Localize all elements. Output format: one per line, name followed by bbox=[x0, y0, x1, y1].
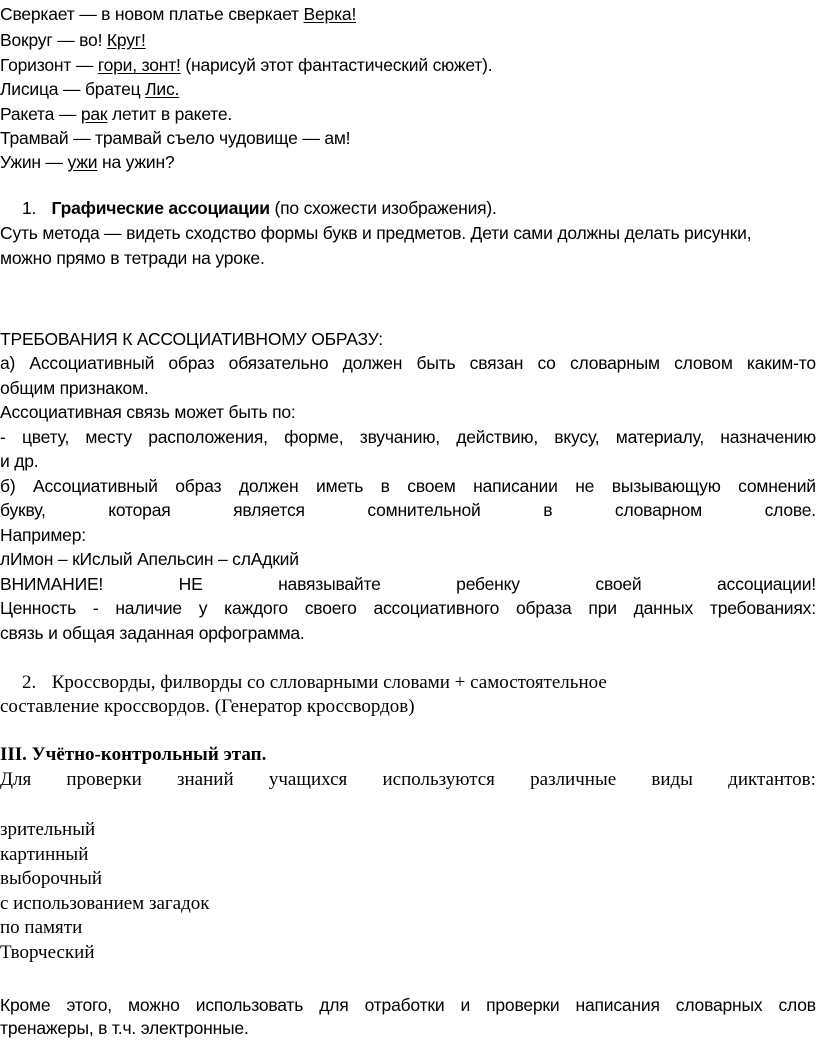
word: при bbox=[588, 598, 617, 618]
rhyme-text-tail: (нарисуй этот фантастический сюжет). bbox=[180, 55, 493, 75]
section1-heading bbox=[0, 196, 816, 220]
word: должен bbox=[342, 353, 403, 373]
word: действию, bbox=[456, 427, 538, 447]
requirements-b-line1 bbox=[0, 474, 816, 498]
word: каким-то bbox=[746, 353, 816, 373]
word: учащихся bbox=[268, 769, 348, 790]
word: которая bbox=[108, 500, 171, 520]
rhyme-line bbox=[0, 102, 816, 126]
word: проверки bbox=[486, 995, 560, 1015]
word: знаний bbox=[177, 769, 234, 790]
word: букву, bbox=[0, 500, 46, 520]
rhyme-underlined-word: Верка! bbox=[303, 4, 357, 24]
word: словарным bbox=[569, 353, 660, 373]
word: материалу, bbox=[615, 427, 704, 447]
word: ребенку bbox=[456, 574, 520, 594]
section1-line1: Суть метода — видеть сходство формы букв и предметов. Дети сами должны делать рисунки, bbox=[0, 223, 752, 243]
dictation-type-item: зрительный bbox=[0, 819, 96, 840]
word: не bbox=[575, 476, 595, 496]
word: НЕ bbox=[178, 574, 203, 594]
word: проверки bbox=[66, 769, 142, 790]
section1-line2: можно прямо в тетради на уроке. bbox=[0, 248, 265, 268]
word: своей bbox=[595, 574, 642, 594]
word: написании bbox=[473, 476, 558, 496]
word: в bbox=[543, 500, 553, 520]
word: отработки bbox=[364, 995, 445, 1015]
rhyme-text: Ужин — bbox=[0, 152, 68, 172]
section2-number: 2. bbox=[22, 672, 37, 693]
word: является bbox=[233, 500, 305, 520]
word: со bbox=[537, 353, 556, 373]
dictation-type-item: картинный bbox=[0, 844, 89, 865]
word: Ассоциативный bbox=[29, 353, 155, 373]
word: - bbox=[92, 598, 99, 618]
section1-title: Графические ассоциации bbox=[51, 198, 270, 218]
word: виды bbox=[651, 769, 693, 790]
word: требованиях: bbox=[709, 598, 816, 618]
rhyme-text-tail: летит в ракете. bbox=[107, 104, 233, 124]
word: Для bbox=[0, 769, 32, 790]
word: звучанию, bbox=[359, 427, 440, 447]
requirements-b-line2 bbox=[0, 498, 816, 522]
closing-line2: тренажеры, в т.ч. электронные. bbox=[0, 1018, 249, 1038]
rhyme-text: Ракета — bbox=[0, 104, 81, 124]
example-text: лИмон – кИслый Апельсин – слАдкий bbox=[0, 549, 299, 569]
word: навязывайте bbox=[278, 574, 381, 594]
rhyme-line bbox=[0, 126, 816, 150]
word: словарных bbox=[675, 995, 763, 1015]
rhyme-line bbox=[0, 28, 816, 52]
word: цвету, bbox=[21, 427, 70, 447]
word: ассоциации! bbox=[717, 574, 816, 594]
word: слове. bbox=[764, 500, 816, 520]
word: каждого bbox=[224, 598, 288, 618]
value-line2: связь и общая заданная орфограмма. bbox=[0, 623, 305, 643]
rhyme-underlined-word: гори, зонт! bbox=[97, 55, 181, 75]
requirements-a-line2: общим признаком. bbox=[0, 378, 149, 398]
word: Ассоциативный bbox=[32, 476, 158, 496]
word: и bbox=[460, 995, 471, 1015]
dictation-type-item: Творческий bbox=[0, 942, 95, 963]
rhyme-underlined-word: ужи bbox=[67, 152, 98, 172]
word: иметь bbox=[316, 476, 364, 496]
word: должен bbox=[238, 476, 299, 496]
requirements-list-line1 bbox=[0, 425, 816, 449]
section1-title-rest: (по схожести изображения). bbox=[269, 198, 497, 218]
rhyme-line bbox=[0, 2, 816, 26]
word: вызывающую bbox=[611, 476, 721, 496]
requirements-heading: ТРЕБОВАНИЯ К АССОЦИАТИВНОМУ ОБРАЗУ: bbox=[0, 329, 383, 349]
requirements-a-line1 bbox=[0, 351, 816, 375]
word: написания bbox=[575, 995, 660, 1015]
dictation-type-item: по памяти bbox=[0, 917, 83, 938]
closing-line1 bbox=[0, 993, 816, 1017]
value-line1 bbox=[0, 596, 816, 620]
rhyme-text: Вокруг — во! bbox=[0, 30, 107, 50]
word: б) bbox=[0, 476, 16, 496]
requirements-link-label: Ассоциативная связь может быть по: bbox=[0, 402, 296, 422]
rhyme-text: Трамвай — трамвай съело чудовище — ам! bbox=[0, 128, 351, 148]
word: назначению bbox=[720, 427, 816, 447]
dictation-type-item: с использованием загадок bbox=[0, 893, 210, 914]
section2-line1 bbox=[0, 671, 816, 695]
word: наличие bbox=[115, 598, 182, 618]
word: расположения, bbox=[148, 427, 268, 447]
word: своем bbox=[407, 476, 456, 496]
word: связан bbox=[469, 353, 524, 373]
word: - bbox=[0, 427, 6, 447]
rhyme-underlined-word: Лис. bbox=[145, 79, 180, 99]
attention-line bbox=[0, 572, 816, 596]
word: Кроме bbox=[0, 995, 51, 1015]
word: словом bbox=[674, 353, 733, 373]
word: вкусу, bbox=[554, 427, 600, 447]
rhyme-underlined-word: рак bbox=[80, 104, 108, 124]
section1-number: 1. bbox=[22, 198, 37, 218]
rhyme-line bbox=[0, 77, 816, 101]
word: форме, bbox=[284, 427, 344, 447]
word: этого, bbox=[66, 995, 112, 1015]
section3-intro bbox=[0, 768, 816, 792]
rhyme-text-tail: на ужин? bbox=[97, 152, 175, 172]
example-label: Например: bbox=[0, 525, 86, 545]
section3-title: III. Учётно-контрольный этап. bbox=[0, 744, 267, 765]
word: словарном bbox=[614, 500, 702, 520]
word: диктантов: bbox=[728, 769, 816, 790]
requirements-list-line2: и др. bbox=[0, 451, 39, 471]
word: обязательно bbox=[228, 353, 329, 373]
word: быть bbox=[416, 353, 456, 373]
word: образ bbox=[168, 353, 215, 373]
word: слов bbox=[778, 995, 816, 1015]
section2-text: Кроссворды, филворды со слловарными словами + самостоятельное bbox=[51, 672, 607, 693]
word: в bbox=[380, 476, 390, 496]
word: образа bbox=[516, 598, 572, 618]
rhyme-text: Горизонт — bbox=[0, 55, 98, 75]
section2-line2: составление кроссвордов. (Генератор кроссвордов) bbox=[0, 696, 415, 717]
word: используются bbox=[382, 769, 495, 790]
word: месту bbox=[85, 427, 132, 447]
word: можно bbox=[128, 995, 180, 1015]
word: Ценность bbox=[0, 598, 77, 618]
word: ассоциативного bbox=[373, 598, 500, 618]
rhyme-text: Сверкает — в новом платье сверкает bbox=[0, 4, 304, 24]
word: а) bbox=[0, 353, 16, 373]
word: образ bbox=[175, 476, 222, 496]
rhyme-underlined-word: Круг! bbox=[106, 30, 146, 50]
word: данных bbox=[633, 598, 694, 618]
word: для bbox=[319, 995, 349, 1015]
word: сомнительной bbox=[367, 500, 481, 520]
word: своего bbox=[304, 598, 357, 618]
word: различные bbox=[530, 769, 617, 790]
word: использовать bbox=[195, 995, 304, 1015]
rhyme-line bbox=[0, 53, 816, 77]
word: у bbox=[198, 598, 208, 618]
rhyme-line bbox=[0, 150, 816, 174]
rhyme-text: Лисица — братец bbox=[0, 79, 146, 99]
dictation-type-item: выборочный bbox=[0, 868, 103, 889]
word: сомнений bbox=[738, 476, 816, 496]
word: ВНИМАНИЕ! bbox=[0, 574, 104, 594]
